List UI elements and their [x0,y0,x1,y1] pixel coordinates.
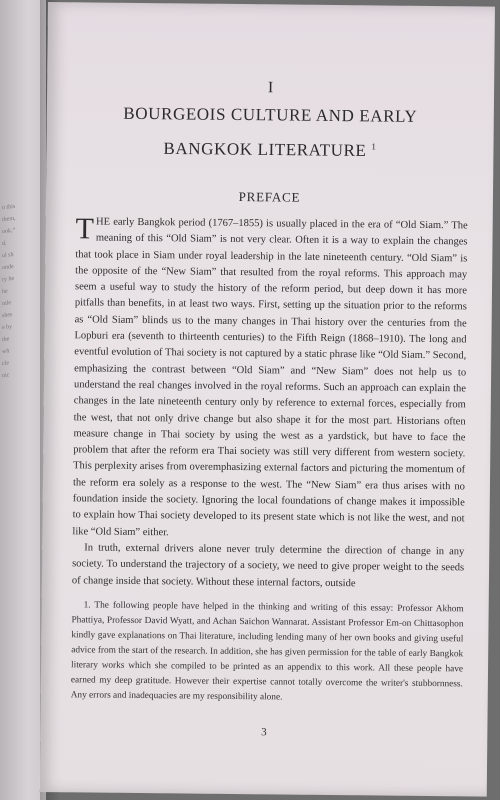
page-number: 3 [261,726,267,739]
chapter-number: I [267,79,274,97]
facing-fragment: ul sh [2,251,14,260]
facing-fragment: ry he [2,275,15,284]
facing-fragment: d. [2,240,7,248]
chapter-title-line-2 [46,128,493,167]
facing-fragment: shes [2,312,13,320]
chapter-title-line-1: BOURGEOIS CULTURE AND EARLY [123,103,418,126]
section-heading: PREFACE [238,189,301,205]
facing-fragment: wh [2,348,10,356]
facing-fragment: nic [2,372,10,380]
facing-fragment: nile [2,300,11,308]
facing-fragment: ook,” [2,227,16,236]
chapter-title [46,98,494,167]
facing-fragment: e by [2,324,13,332]
book-page [40,2,495,797]
facing-fragment: onde [2,263,14,272]
facing-page-text [2,198,42,382]
paragraph-1-text: HE early Bangkok period (1767–1855) is usually placed in the era of “Old Siam.” The meaning of this “Old Siam” is not very clear. Often it is a way to explain the changes that took place in Siam under royal leadership in the late nineteenth century. “Old Siam” is the opposite of the “New Siam” that resulted from the royal reforms. This approach may seem a useful way to study the history of the reform period, but deep down it has more pitfalls than benefits, in at least two ways. First, setting up the situation prior to the reforms as “Old Siam” blinds us to the many changes in Thai history over the centuries from the Lopburi era (seventh to thirteenth centuries) to the Fifth Reign (1868–1910). The long and eventful evolution of Thai society is not captured by a static phrase like “Old Siam.” Second, emphasizing the contrast between “Old Siam” and “New Siam” does not help us to understand the real changes involved in the royal reforms. Such an approach can explain the changes in the late nineteenth century only by reference to external forces, especially from the west, that not only drive change but also shape it for the most part. Historians often measure change in Thai society by using the west as a yardstick, but have to face the problem that after the reform era Thai society was still very different from western society. This perplexity arises from overemphasizing external factors and picturing the momentum of the reform era solely as a response to the west. The “New Siam” era thus arises with no foundation inside the society. Ignoring the local foundations of change makes it impossible to explain how Thai society developed to its present state which is not like the west, and not like “Old Siam” either. [72,216,468,538]
facing-fragment: the [2,336,10,344]
drop-cap: T [75,212,95,246]
facing-fragment: n this [2,203,16,212]
facing-fragment: cle [2,360,9,368]
paragraph-2: In truth, external drivers alone never truly determine the direction of change in any society. To understand the trajectory of a society, we need to give proper weight to the seeds of change inside that society. Without these internal factors, outside [71,542,465,589]
footnote: 1. The following people have helped in the thinking and writing of this essay: Professor Akhom Phattiya, Professor David Wyatt, and Achan Saichon Wannarat. Assistant Professor Em-on Chittasophon kindly gave explanations on Thai literature, including lending many of her own books and giving useful advice from the start of the research. In addition, she has given permission for the table of early Bangkok literary works which she compiled to be printed as an appendix to this work. All these people have earned my deep gratitude. However their expertise cannot totally overcome the writer's stubbornness. Any errors and inadequacies are my responsibility alone. [70,600,464,703]
body-text [72,214,468,593]
footnote-marker: 1 [371,141,377,152]
chapter-title-line-2-text: BANGKOK LITERATURE [163,138,367,160]
paragraph-1 [72,214,467,544]
facing-fragment: them, [2,215,16,224]
facing-fragment: he [2,288,8,296]
